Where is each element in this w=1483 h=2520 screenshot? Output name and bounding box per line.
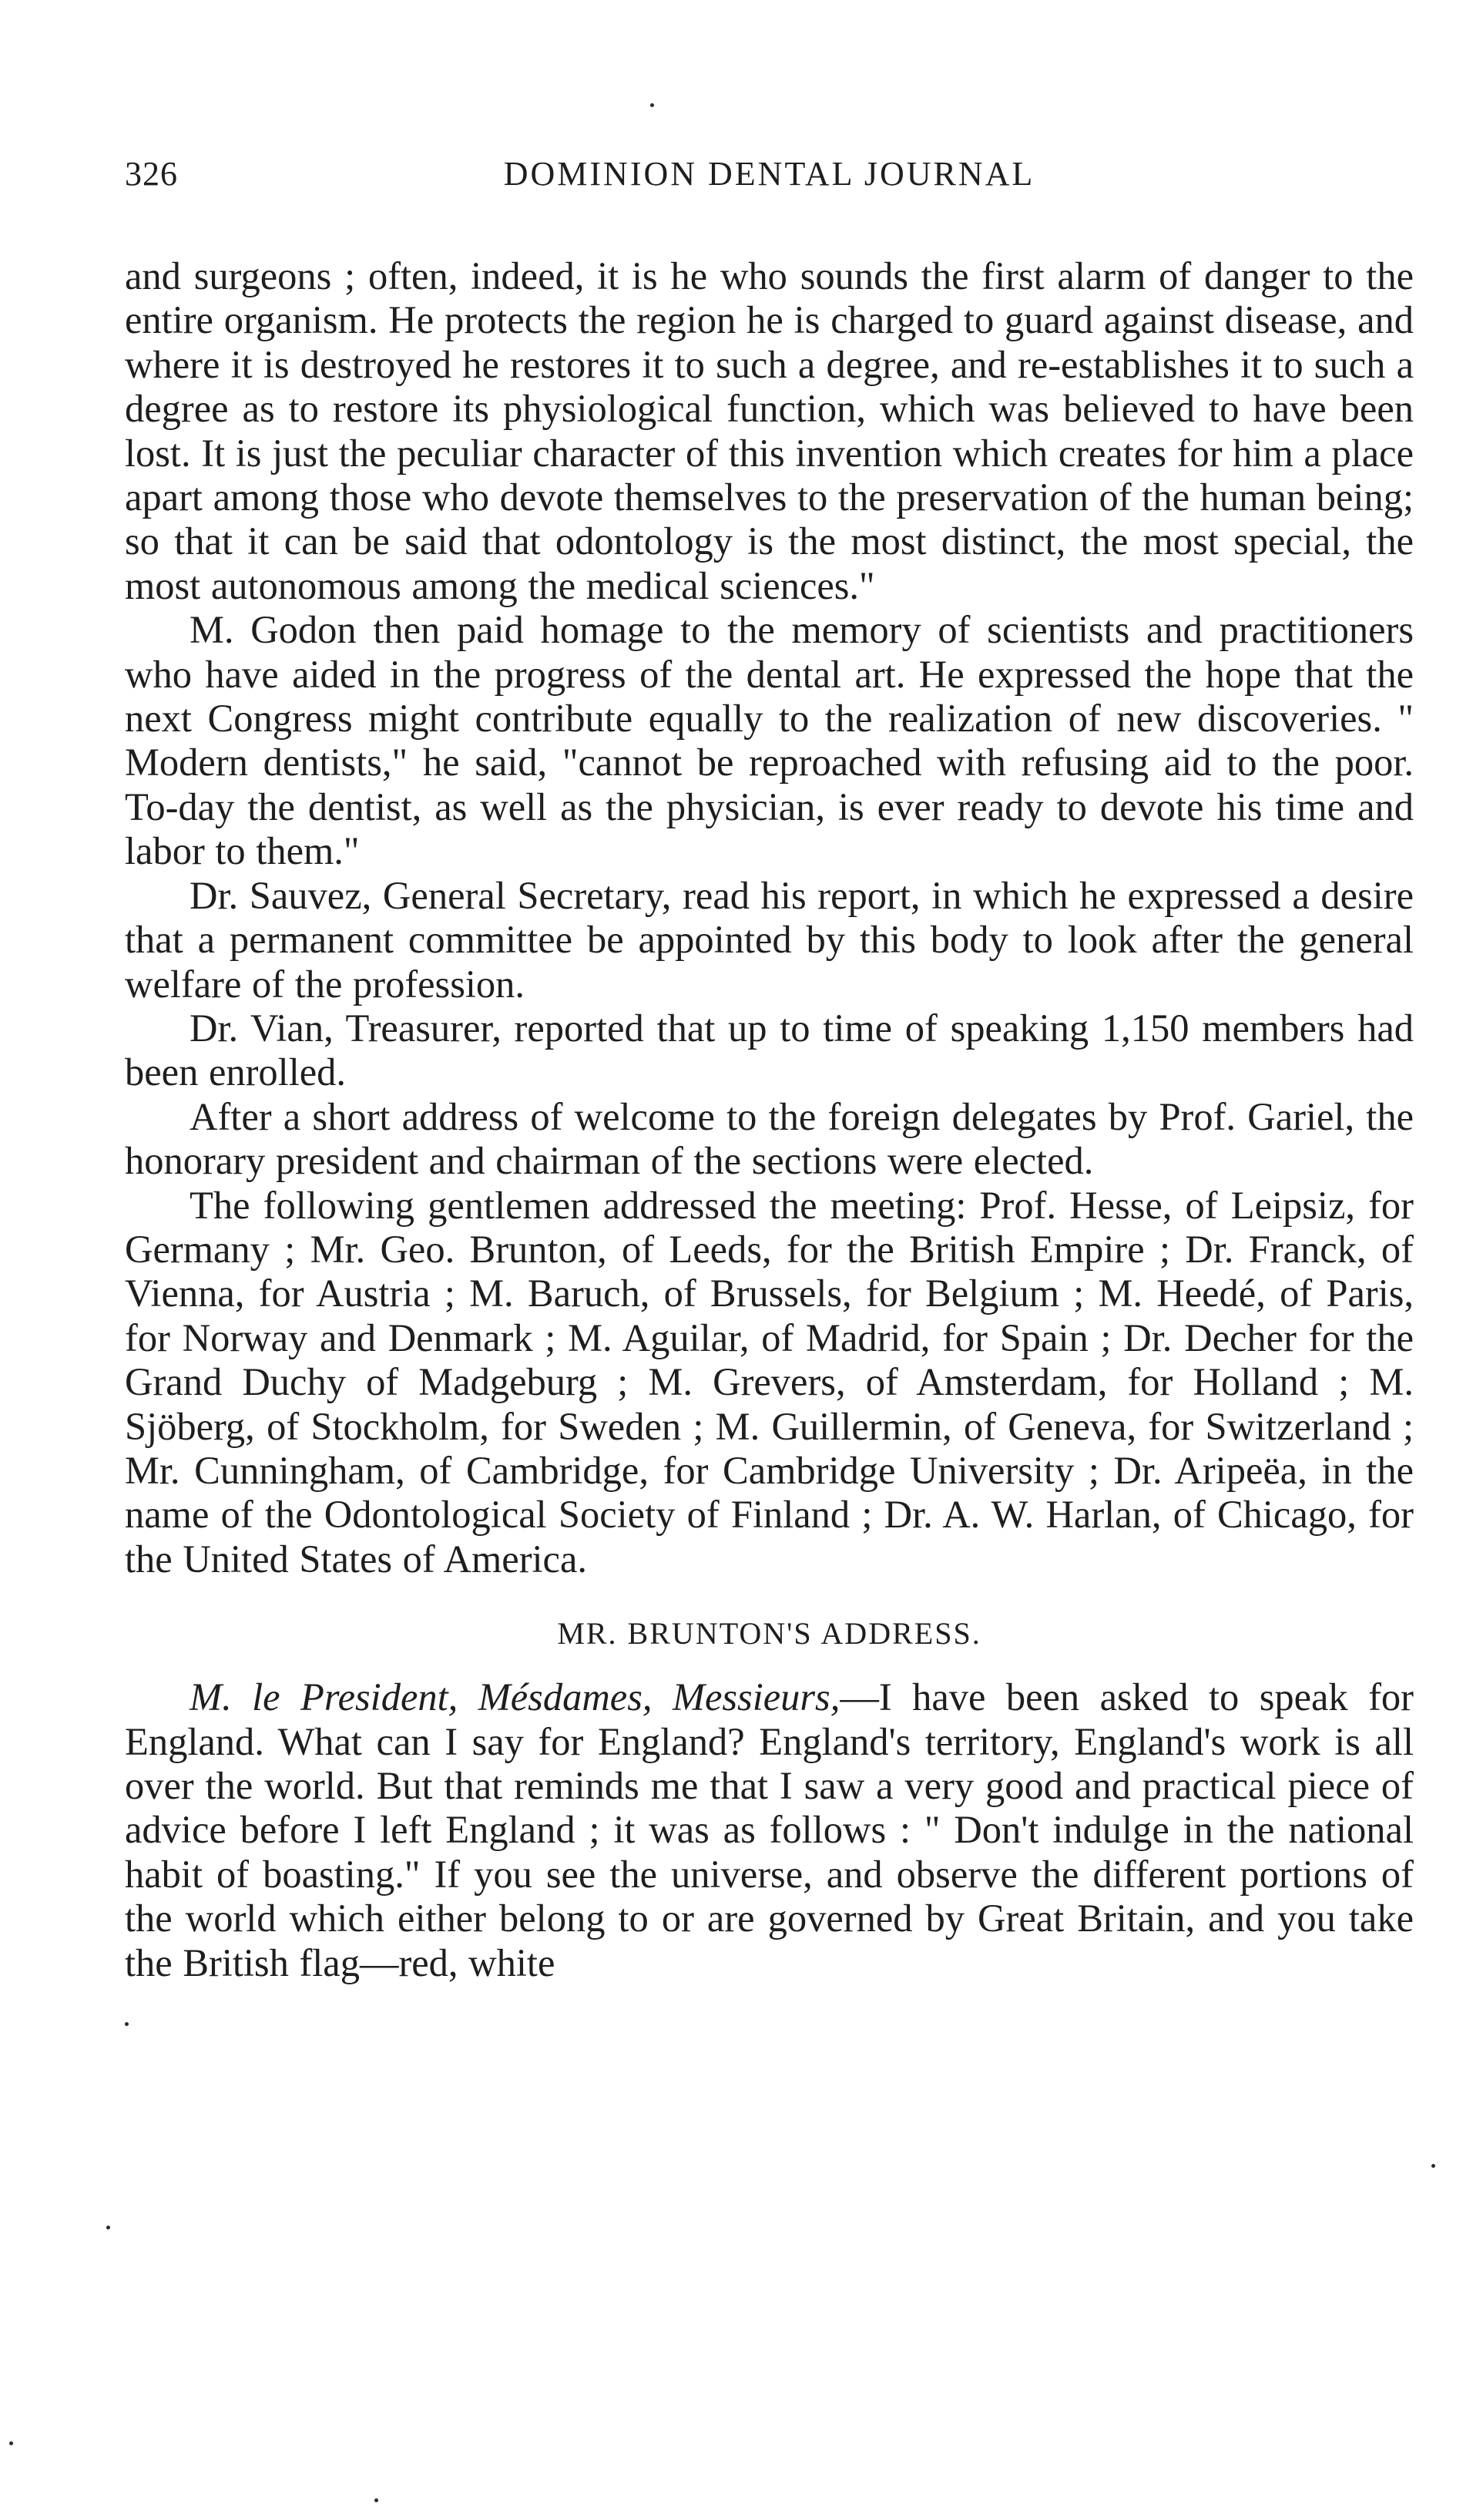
running-title: DOMINION DENTAL JOURNAL (503, 155, 1035, 193)
paragraph: After a short address of welcome to the foreign delegates by Prof. Gariel, the honorary president and chairman of the sections were elected. (125, 1094, 1414, 1183)
print-speck (106, 2226, 110, 2229)
print-speck (650, 103, 654, 107)
paragraph: Dr. Sauvez, General Secretary, read his report, in which he expressed a desire that a permanent committee be appointed by this body to look after the general welfare of the profession. (125, 873, 1414, 1006)
print-speck (9, 2441, 13, 2445)
print-speck (1431, 2164, 1435, 2168)
section-heading: MR. BRUNTON'S ADDRESS. (557, 1616, 981, 1651)
salutation: M. le President, Mésdames, Messieurs, (190, 1675, 840, 1719)
print-speck (374, 2498, 378, 2502)
article-body (125, 254, 1414, 1985)
page-number: 326 (125, 155, 178, 193)
paragraph: The following gentlemen addressed the meeting: Prof. Hesse, of Leipsiz, for Germany ; Mr. Geo. Brunton, of Leeds, for the British Empire ; Dr. Franck, of Vienna, for Austria ; M. Baruch, of Brussels, for Belgium ; M. Heedé, of Paris, for Norway and Denmark ; M. Aguilar, of Madrid, for Spain ; Dr. Decher for the Grand Duchy of Madgeburg ; M. Grevers, of Amsterdam, for Holland ; M. Sjöberg, of Stockholm, for Sweden ; M. Guillermin, of Geneva, for Switzerland ; Mr. Cunningham, of Cambridge, for Cambridge University ; Dr. Aripeëa, in the name of the Odontological Society of Finland ; Dr. A. W. Harlan, of Chicago, for the United States of America. (125, 1183, 1414, 1581)
paragraph: Dr. Vian, Treasurer, reported that up to time of speaking 1,150 members had been enrolled. (125, 1006, 1414, 1094)
paragraph: M. Godon then paid homage to the memory of scientists and practitioners who have aided in the progress of the dental art. He expressed the hope that the next Congress might contribute equally to the realization of new discoveries. " Modern dentists," he said, "cannot be reproached with refusing aid to the poor. To-day the dentist, as well as the physician, is ever ready to devote his time and labor to them." (125, 608, 1414, 873)
address-paragraph (125, 1675, 1414, 1985)
paragraph: and surgeons ; often, indeed, it is he who sounds the first alarm of danger to the entire organism. He protects the region he is charged to guard against disease, and where it is destroyed he restores it to such a degree, and re-establishes it to such a degree as to restore its physiological function, which was believed to have been lost. It is just the peculiar character of this invention which creates for him a place apart among those who devote themselves to the preservation of the human being; so that it can be said that odontology is the most distinct, the most special, the most autonomous among the medical sciences." (125, 254, 1414, 607)
page-header (125, 154, 1414, 208)
print-speck (125, 2022, 129, 2026)
address-text: —I have been asked to speak for England. What can I say for England? England's territory, England's work is all over the world. But that reminds me that I saw a very good and practical piece of advice before I left England ; it was as follows : " Don't indulge in the national habit of boasting." If you see the universe, and observe the different portions of the world which either belong to or are governed by Great Britain, and you take the British flag—red, white (125, 1675, 1414, 1984)
